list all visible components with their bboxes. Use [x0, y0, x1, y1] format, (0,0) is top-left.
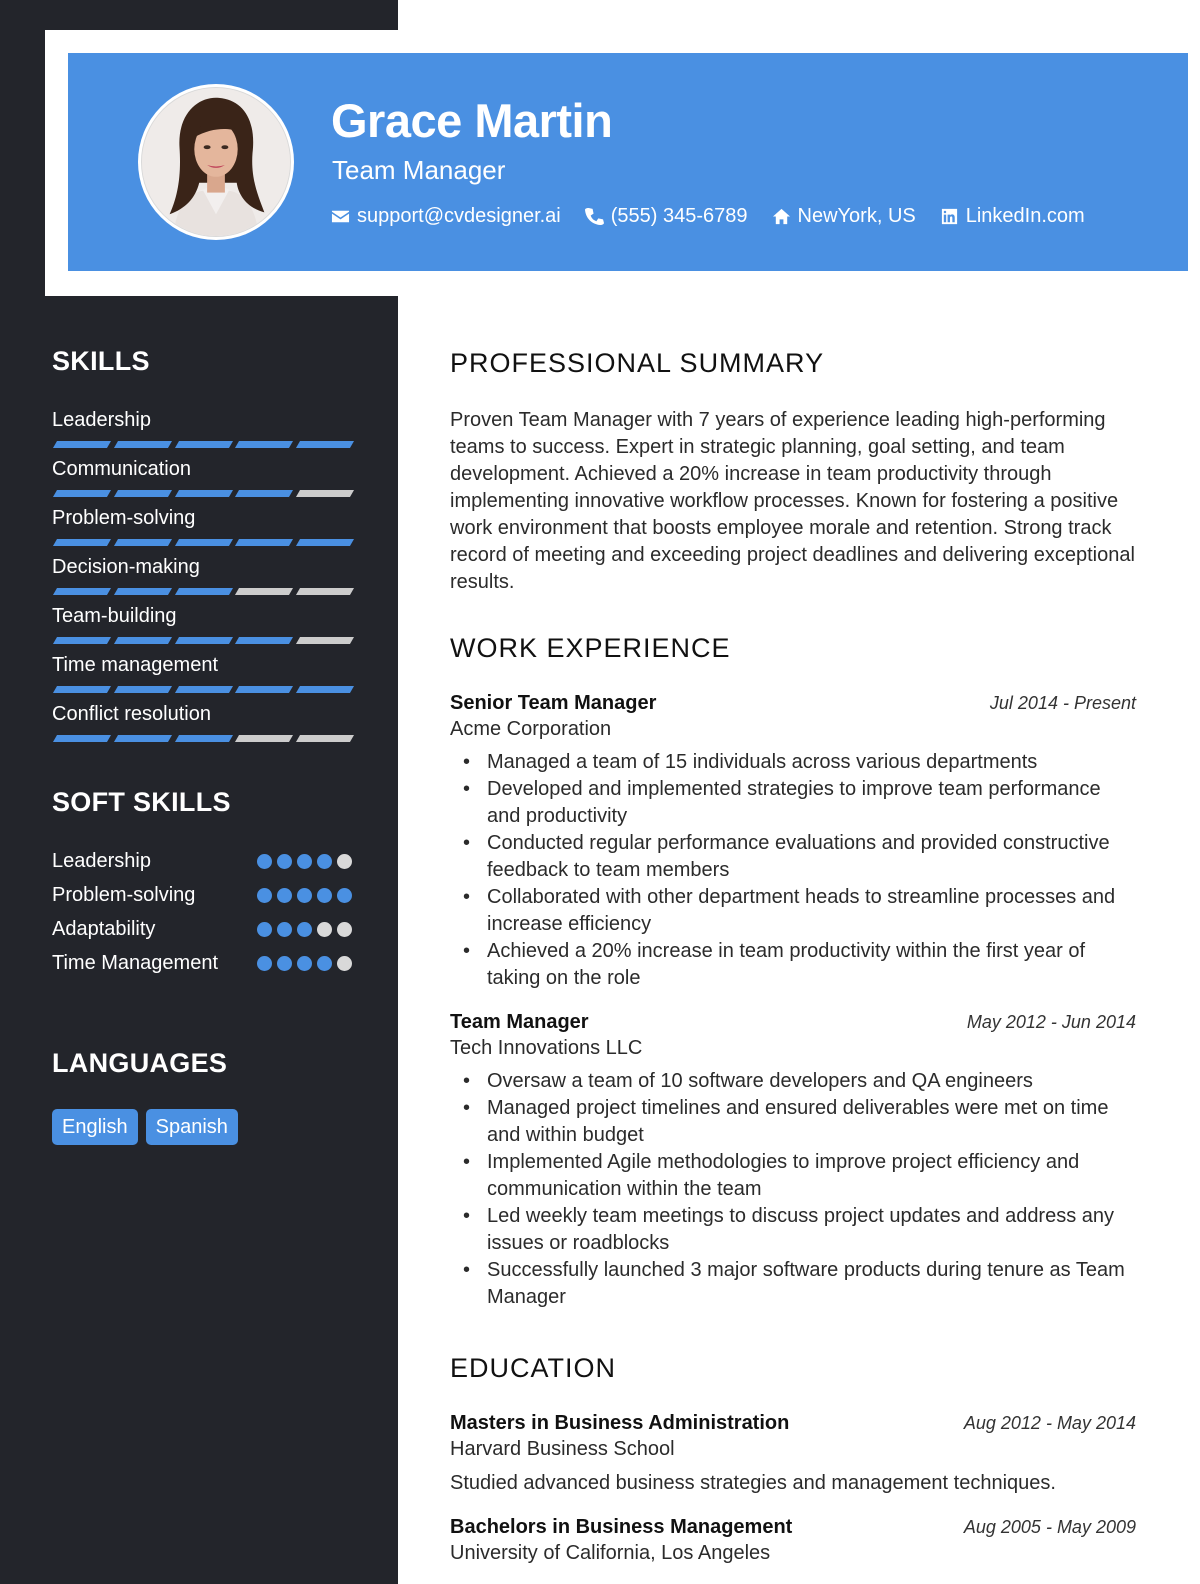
soft-skill-item: [52, 847, 352, 881]
skill-item: [52, 505, 352, 554]
education-description: Studied advanced business strategies and management techniques.: [450, 1472, 1056, 1494]
rating-dot-filled: [317, 854, 332, 869]
rating-dot-empty: [337, 922, 352, 937]
education-heading: EDUCATION: [450, 1353, 617, 1383]
skill-label: Conflict resolution: [52, 703, 211, 725]
soft-skill-label: Leadership: [52, 850, 151, 872]
summary-text: Proven Team Manager with 7 years of experience leading high-performing teams to success. Expert in strategic planning, goal setting, and team development. Achieved a 20% increase in team productivity through implementing innovative workflow processes. Known for fostering a positive work environment that boosts employee morale and retention. Strong track record of meeting and exceeding project deadlines and delivering exceptional results.: [450, 409, 1135, 593]
skill-label: Time management: [52, 654, 218, 676]
contact-location: [772, 205, 916, 228]
skill-item: [52, 407, 352, 456]
skill-level-meter: [52, 490, 352, 497]
skill-bar-filled: [296, 539, 354, 546]
soft-skills-list: [52, 847, 352, 983]
contact-location-text: NewYork, US: [797, 205, 916, 227]
education-entry: [450, 1516, 1136, 1567]
job-entry: [450, 692, 1136, 992]
rating-dot-empty: [317, 922, 332, 937]
rating-dot-filled: [297, 854, 312, 869]
profile-photo-graphic: [142, 88, 290, 236]
skill-bar-filled: [235, 539, 293, 546]
soft-skill-item: [52, 915, 352, 949]
languages-heading: LANGUAGES: [52, 1048, 228, 1078]
rating-dot-filled: [277, 956, 292, 971]
language-tag: English: [52, 1109, 138, 1145]
contact-email[interactable]: [331, 205, 561, 228]
skill-bar-filled: [296, 686, 354, 693]
skill-level-meter: [52, 735, 352, 742]
soft-skill-label: Problem-solving: [52, 884, 196, 906]
rating-dot-empty: [337, 854, 352, 869]
experience-heading: WORK EXPERIENCE: [450, 633, 731, 663]
skill-label: Communication: [52, 458, 191, 480]
skill-bar-filled: [175, 686, 233, 693]
skill-level-meter: [52, 686, 352, 693]
rating-dot-filled: [257, 854, 272, 869]
job-bullet: • Conducted regular performance evaluations and provided constructive feedback to team members: [450, 830, 1136, 884]
contact-phone[interactable]: [585, 205, 748, 228]
skill-bar-filled: [53, 539, 111, 546]
rating-dot-filled: [257, 922, 272, 937]
skill-bar-filled: [175, 490, 233, 497]
skill-label: Problem-solving: [52, 507, 196, 529]
language-tag: Spanish: [146, 1109, 238, 1145]
skill-item: [52, 652, 352, 701]
skill-label: Team-building: [52, 605, 177, 627]
linkedin-icon: [940, 207, 959, 226]
job-bullet: • Managed a team of 15 individuals across various departments: [450, 749, 1136, 776]
degree-title: Bachelors in Business Management: [450, 1516, 793, 1538]
rating-dot-filled: [277, 854, 292, 869]
contact-email-text: support@cvdesigner.ai: [357, 205, 561, 227]
skill-bar-filled: [53, 490, 111, 497]
skill-bar-filled: [114, 686, 172, 693]
profile-photo: [141, 87, 291, 237]
skill-bar-filled: [175, 735, 233, 742]
skill-bar-empty: [296, 637, 354, 644]
skill-label: Leadership: [52, 409, 151, 431]
phone-icon: [585, 207, 604, 226]
job-title: Team Manager: [450, 1011, 589, 1033]
rating-dot-empty: [337, 956, 352, 971]
contact-linkedin[interactable]: [940, 205, 1085, 228]
contact-linkedin-text: LinkedIn.com: [965, 205, 1085, 227]
job-bullets: [450, 1068, 1136, 1311]
skill-bar-filled: [53, 441, 111, 448]
rating-dot-filled: [297, 956, 312, 971]
skill-item: [52, 701, 352, 750]
skill-bar-empty: [296, 588, 354, 595]
skill-bar-filled: [53, 588, 111, 595]
skill-bar-filled: [175, 441, 233, 448]
skill-level-meter: [52, 441, 352, 448]
skill-bar-filled: [114, 441, 172, 448]
skill-level-meter: [52, 539, 352, 546]
soft-skill-rating: [257, 956, 352, 971]
soft-skill-label: Adaptability: [52, 918, 156, 940]
job-company: Tech Innovations LLC: [450, 1037, 643, 1059]
skill-bar-empty: [296, 490, 354, 497]
skill-bar-filled: [175, 588, 233, 595]
school-name: University of California, Los Angeles: [450, 1542, 771, 1564]
degree-title: Masters in Business Administration: [450, 1412, 790, 1434]
skill-bar-filled: [296, 441, 354, 448]
rating-dot-filled: [297, 922, 312, 937]
job-bullet: • Collaborated with other department heads to streamline processes and increase efficiency: [450, 884, 1136, 938]
education-entry: [450, 1412, 1136, 1497]
rating-dot-filled: [257, 888, 272, 903]
rating-dot-filled: [277, 922, 292, 937]
job-bullet: • Implemented Agile methodologies to improve project efficiency and communication within the team: [450, 1149, 1136, 1203]
skill-label: Decision-making: [52, 556, 200, 578]
job-dates: May 2012 - Jun 2014: [966, 1012, 1136, 1032]
skills-list: [52, 407, 352, 750]
soft-skill-rating: [257, 854, 352, 869]
home-icon: [772, 207, 791, 226]
skill-level-meter: [52, 637, 352, 644]
job-bullet: • Managed project timelines and ensured deliverables were met on time and within budget: [450, 1095, 1136, 1149]
candidate-name: Grace Martin: [331, 94, 613, 147]
languages-list: [52, 1109, 238, 1145]
soft-skill-label: Time Management: [52, 952, 218, 974]
skill-bar-filled: [235, 686, 293, 693]
rating-dot-filled: [257, 956, 272, 971]
job-bullet: • Successfully launched 3 major software products during tenure as Team Manager: [450, 1257, 1136, 1311]
skill-bar-filled: [235, 637, 293, 644]
skill-bar-filled: [114, 539, 172, 546]
soft-skill-rating: [257, 888, 352, 903]
skill-bar-filled: [53, 735, 111, 742]
skill-bar-empty: [296, 735, 354, 742]
skill-bar-empty: [235, 735, 293, 742]
job-bullet: • Led weekly team meetings to discuss project updates and address any issues or roadblocks: [450, 1203, 1136, 1257]
soft-skill-rating: [257, 922, 352, 937]
rating-dot-filled: [277, 888, 292, 903]
soft-skill-item: [52, 881, 352, 915]
skill-bar-filled: [114, 735, 172, 742]
job-dates: Jul 2014 - Present: [989, 693, 1136, 713]
rating-dot-filled: [317, 888, 332, 903]
skill-level-meter: [52, 588, 352, 595]
soft-skills-heading: SOFT SKILLS: [52, 787, 231, 817]
contact-phone-text: (555) 345-6789: [610, 205, 748, 227]
job-bullet: • Achieved a 20% increase in team productivity within the first year of taking on the role: [450, 938, 1136, 992]
skill-bar-empty: [235, 588, 293, 595]
job-bullet: • Oversaw a team of 10 software developers and QA engineers: [450, 1068, 1136, 1095]
skill-bar-filled: [175, 539, 233, 546]
education-dates: Aug 2012 - May 2014: [963, 1413, 1136, 1433]
skill-bar-filled: [235, 490, 293, 497]
skill-item: [52, 554, 352, 603]
skill-item: [52, 456, 352, 505]
job-bullets: [450, 749, 1136, 992]
contact-list: [331, 205, 1085, 228]
school-name: Harvard Business School: [450, 1438, 675, 1460]
skill-bar-filled: [235, 441, 293, 448]
skill-bar-filled: [53, 686, 111, 693]
skills-heading: SKILLS: [52, 346, 150, 376]
header-banner: [68, 53, 1188, 271]
skill-bar-filled: [114, 490, 172, 497]
rating-dot-filled: [337, 888, 352, 903]
skill-bar-filled: [114, 637, 172, 644]
skill-bar-filled: [175, 637, 233, 644]
envelope-icon: [331, 207, 350, 226]
education-dates: Aug 2005 - May 2009: [963, 1517, 1136, 1537]
soft-skill-item: [52, 949, 352, 983]
rating-dot-filled: [317, 956, 332, 971]
job-bullet: • Developed and implemented strategies to improve team performance and productivity: [450, 776, 1136, 830]
job-title: Senior Team Manager: [450, 692, 657, 714]
skill-bar-filled: [114, 588, 172, 595]
summary-heading: PROFESSIONAL SUMMARY: [450, 348, 825, 378]
rating-dot-filled: [297, 888, 312, 903]
skill-item: [52, 603, 352, 652]
avatar: [138, 84, 294, 240]
skill-bar-filled: [53, 637, 111, 644]
candidate-title: Team Manager: [332, 155, 506, 185]
job-entry: [450, 1011, 1136, 1311]
job-company: Acme Corporation: [450, 718, 612, 740]
